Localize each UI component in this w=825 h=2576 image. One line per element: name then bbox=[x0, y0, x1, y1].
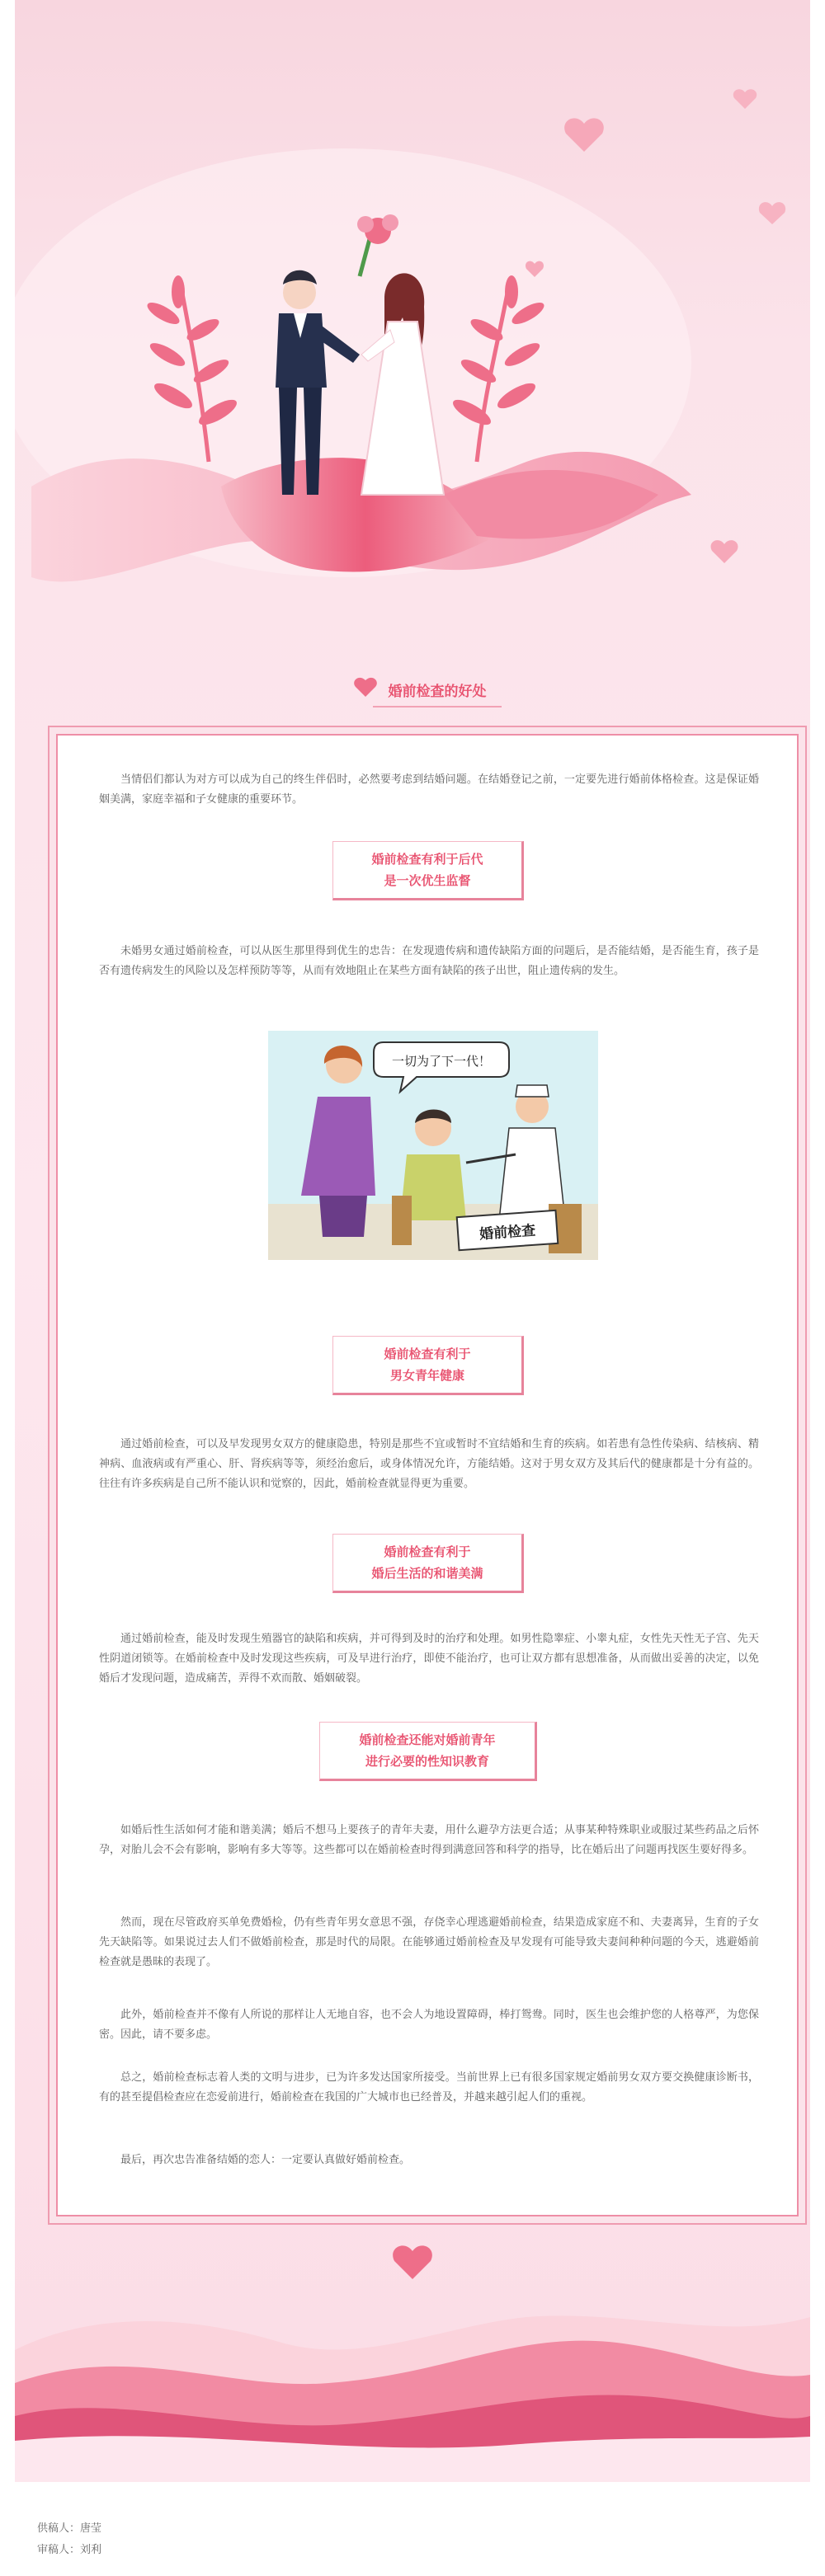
speech-bubble-text: 一切为了下一代！ bbox=[391, 1054, 492, 1069]
paragraph: 然而，现在尽管政府买单免费婚检，仍有些青年男女意思不强，存侥幸心理逃避婚前检查，结果造成家庭不和、夫妻离异，生育的子女先天缺陷等。如果说过去人们不做婚前检查，那是时代的局限。在能够通过婚前检查及早发现有可能导致夫妻间种种问题的今天，逃避婚前检查就是愚昧的表现了。 bbox=[99, 1916, 759, 1968]
subheading-health bbox=[332, 1336, 524, 1395]
subheading-line: 是一次优生监督 bbox=[384, 873, 471, 888]
paragraph: 最后，再次忠告准备结婚的恋人：一定要认真做好婚前检查。 bbox=[120, 2154, 411, 2166]
paragraph: 此外，婚前检查并不像有人所说的那样让人无地自容，也不会人为地设置障碍，棒打鸳鸯。同时，医生也会维护您的人格尊严，为您保密。因此，请不要多虑。 bbox=[99, 2009, 759, 2041]
subheading-education bbox=[319, 1722, 537, 1781]
subheading-line: 进行必要的性知识教育 bbox=[365, 1754, 489, 1769]
article-card bbox=[56, 734, 799, 2216]
subheading-line: 婚后生活的和谐美满 bbox=[371, 1566, 483, 1581]
bottom-decoration bbox=[15, 2218, 810, 2482]
subheading-offspring bbox=[332, 841, 524, 900]
paragraph: 通过婚前检查，可以及早发现男女双方的健康隐患，特别是那些不宜或暂时不宜结婚和生育的疾病。如若患有急性传染病、结核病、精神病、血液病或有严重心、肝、肾疾病等等，须经治愈后，或身体情况允许，方能结婚。这对于男女双方及其后代的健康都是十分有益的。往往有许多疾病是自己所不能认识和觉察的，因此，婚前检查就显得更为重要。 bbox=[99, 1438, 759, 1490]
subheading-line: 婚前检查有利于 bbox=[384, 1544, 471, 1559]
author-credit: 供稿人：唐莹 bbox=[37, 2522, 102, 2535]
reviewer-credit: 审稿人：刘利 bbox=[37, 2544, 102, 2556]
subheading-line: 男女青年健康 bbox=[389, 1368, 464, 1383]
intro-paragraph: 当情侣们都认为对方可以成为自己的终生伴侣时，必然要考虑到结婚问题。在结婚登记之前，一定要先进行婚前体格检查。这是保证婚姻美满，家庭幸福和子女健康的重要环节。 bbox=[99, 773, 759, 806]
subheading-line: 婚前检查还能对婚前青年 bbox=[359, 1732, 496, 1747]
credits bbox=[37, 2518, 101, 2561]
subheading-harmony bbox=[332, 1534, 524, 1593]
paragraph: 如婚后性生活如何才能和谐美满；婚后不想马上要孩子的青年夫妻，用什么避孕方法更合适；从事某种特殊职业或服过某些药品之后怀孕，对胎儿会不会有影响，影响有多大等等。这些都可以在婚前检查时得到满意回答和科学的指导，比在婚后出了问题再找医生要好得多。 bbox=[99, 1824, 759, 1856]
paragraph: 未婚男女通过婚前检查，可以从医生那里得到优生的忠告：在发现遗传病和遗传缺陷方面的问题后，是否能结婚，是否能生育，孩子是否有遗传病发生的风险以及怎样预防等等，从而有效地阻止在某些方面有缺陷的孩子出世，阻止遗传病的发生。 bbox=[99, 945, 759, 977]
article-column bbox=[15, 0, 810, 2474]
illustration-sign-text: 婚前检查 bbox=[478, 1222, 536, 1243]
subheading-line: 婚前检查有利于后代 bbox=[371, 852, 483, 867]
section-title-label: 婚前检查的好处 bbox=[373, 678, 502, 707]
heart-icon bbox=[393, 2245, 432, 2279]
subheading-line: 婚前检查有利于 bbox=[384, 1347, 471, 1361]
hero-illustration bbox=[15, 0, 810, 627]
paragraph: 通过婚前检查，能及时发现生殖器官的缺陷和疾病，并可得到及时的治疗和处理。如男性隐睾症、小睾丸症，女性先天性无子宫、先天性阴道闭锁等。在婚前检查中及时发现这些疾病，可及早进行治疗，即使不能治疗，也可让双方都有思想准备，从而做出妥善的决定，以免婚后才发现问题，造成痛苦，弄得不欢而散、婚姻破裂。 bbox=[99, 1633, 759, 1685]
section-title bbox=[353, 670, 502, 709]
doctor-consultation-illustration bbox=[268, 1031, 598, 1260]
paragraph: 总之，婚前检查标志着人类的文明与进步，已为许多发达国家所接受。当前世界上已有很多国家规定婚前男女双方要交换健康诊断书，有的甚至提倡检查应在恋爱前进行，婚前检查在我国的广大城市也已经普及，并越来越引起人们的重视。 bbox=[99, 2071, 759, 2104]
